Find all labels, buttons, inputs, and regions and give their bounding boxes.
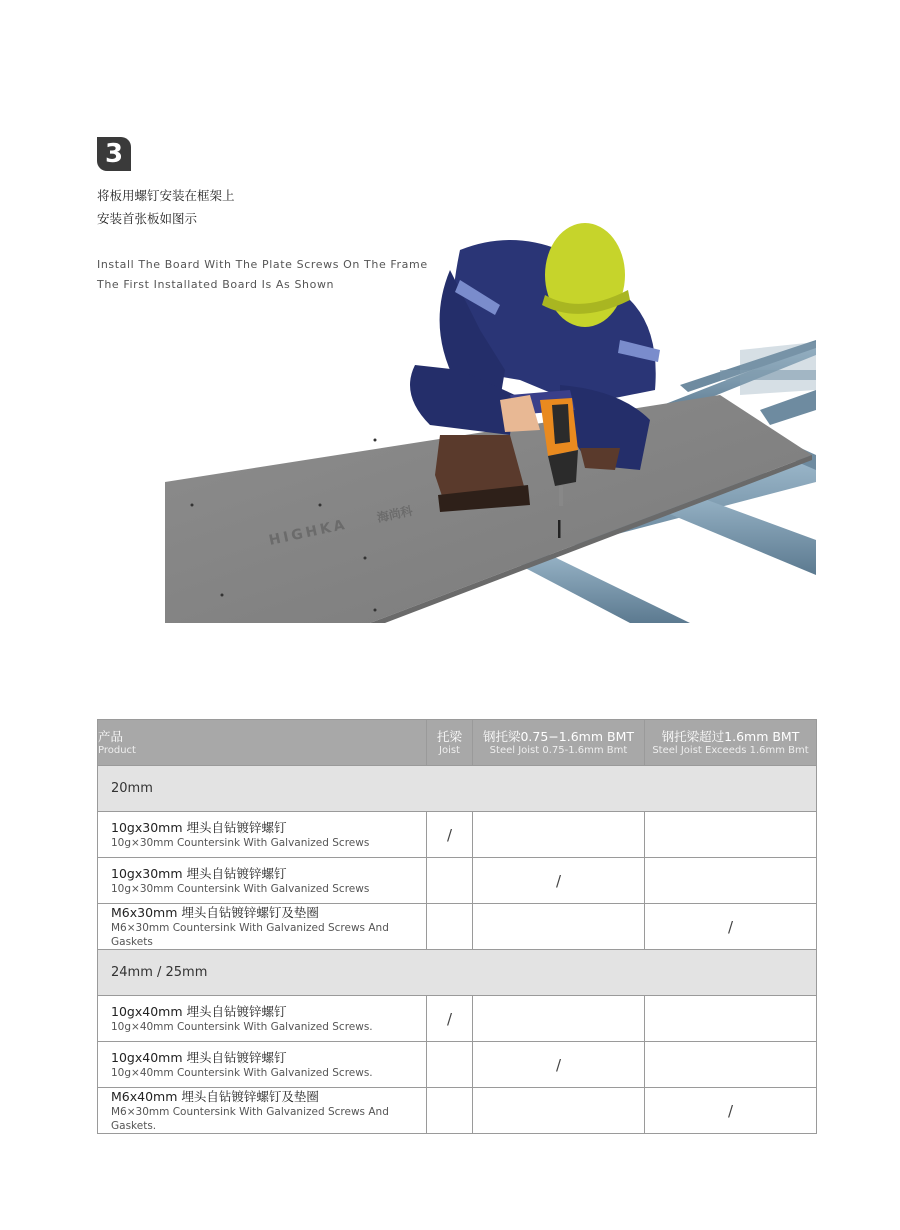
mark-steel-joist-over-16 xyxy=(645,1042,817,1088)
header-steel-joist-over-16 xyxy=(645,720,817,766)
header-steel-joist-075-16 xyxy=(473,720,645,766)
mark-joist xyxy=(427,904,473,950)
product-cell xyxy=(98,812,427,858)
product-name-cn: M6x40mm 埋头自钻镀锌螺钉及垫圈 xyxy=(111,1088,319,1104)
header-steel-joist-075-16-en: Steel Joist 0.75-1.6mm Bmt xyxy=(489,744,628,756)
table-row xyxy=(98,904,817,950)
product-name-cn: 10gx40mm 埋头自钻镀锌螺钉 xyxy=(111,1049,287,1065)
screw-specification-table xyxy=(97,719,817,1134)
mark-steel-joist-075-16 xyxy=(473,1088,645,1134)
group-label: 20mm xyxy=(98,766,817,812)
table-row xyxy=(98,996,817,1042)
mark-steel-joist-075-16: / xyxy=(473,858,645,904)
product-name-en: 10g×40mm Countersink With Galvanized Screws. xyxy=(111,1020,373,1033)
product-cell xyxy=(98,858,427,904)
product-name-en: M6×30mm Countersink With Galvanized Screws And Gaskets xyxy=(111,921,389,948)
product-cell xyxy=(98,1088,427,1134)
product-cell xyxy=(98,1042,427,1088)
table-row xyxy=(98,1042,817,1088)
mark-steel-joist-over-16 xyxy=(645,858,817,904)
header-steel-joist-075-16-cn: 钢托梁0.75−1.6mm BMT xyxy=(482,728,634,744)
mark-joist xyxy=(427,858,473,904)
mark-joist: / xyxy=(427,812,473,858)
product-name-en: 10g×30mm Countersink With Galvanized Screws xyxy=(111,836,370,849)
board-brand-logo-cn: 海尚科 xyxy=(375,503,414,525)
product-name-cn: 10gx40mm 埋头自钻镀锌螺钉 xyxy=(111,1003,287,1019)
mark-steel-joist-over-16 xyxy=(645,812,817,858)
step-instruction-en-1: Install The Board With The Plate Screws On The Frame xyxy=(97,258,428,271)
step-number-badge: 3 xyxy=(97,137,131,171)
mark-steel-joist-over-16: / xyxy=(645,904,817,950)
group-label: 24mm / 25mm xyxy=(98,950,817,996)
mark-steel-joist-over-16: / xyxy=(645,1088,817,1134)
header-steel-joist-over-16-en: Steel Joist Exceeds 1.6mm Bmt xyxy=(652,744,809,756)
header-product xyxy=(98,720,427,766)
product-cell xyxy=(98,904,427,950)
product-name-cn: 10gx30mm 埋头自钻镀锌螺钉 xyxy=(111,819,287,835)
product-name-en: 10g×40mm Countersink With Galvanized Screws. xyxy=(111,1066,373,1079)
mark-steel-joist-075-16: / xyxy=(473,1042,645,1088)
product-name-cn: 10gx30mm 埋头自钻镀锌螺钉 xyxy=(111,865,287,881)
mark-joist xyxy=(427,1042,473,1088)
header-joist xyxy=(427,720,473,766)
table-row xyxy=(98,1088,817,1134)
product-name-cn: M6x30mm 埋头自钻镀锌螺钉及垫圈 xyxy=(111,904,319,920)
table-header-row xyxy=(98,720,817,766)
header-steel-joist-over-16-cn: 钢托梁超过1.6mm BMT xyxy=(661,728,800,744)
step-instruction-cn-2: 安装首张板如图示 xyxy=(97,211,198,226)
header-joist-en: Joist xyxy=(439,744,460,756)
product-name-en: 10g×30mm Countersink With Galvanized Screws xyxy=(111,882,370,895)
group-row-24-25mm xyxy=(98,950,817,996)
header-product-cn: 产品 xyxy=(98,728,124,744)
board-brand-logo: HIGHKA xyxy=(267,516,349,549)
installation-illustration xyxy=(160,220,816,623)
mark-steel-joist-075-16 xyxy=(473,904,645,950)
mark-joist: / xyxy=(427,996,473,1042)
step-instruction-en-2: The First Installated Board Is As Shown xyxy=(97,278,335,291)
header-product-en: Product xyxy=(98,744,136,756)
mark-joist xyxy=(427,1088,473,1134)
step-instruction-cn-1: 将板用螺钉安装在框架上 xyxy=(97,188,235,203)
mark-steel-joist-075-16 xyxy=(473,812,645,858)
group-row-20mm xyxy=(98,766,817,812)
mark-steel-joist-over-16 xyxy=(645,996,817,1042)
header-joist-cn: 托梁 xyxy=(436,728,462,744)
table-row xyxy=(98,812,817,858)
product-cell xyxy=(98,996,427,1042)
table-row xyxy=(98,858,817,904)
mark-steel-joist-075-16 xyxy=(473,996,645,1042)
product-name-en: M6×30mm Countersink With Galvanized Screws And Gaskets. xyxy=(111,1105,389,1132)
